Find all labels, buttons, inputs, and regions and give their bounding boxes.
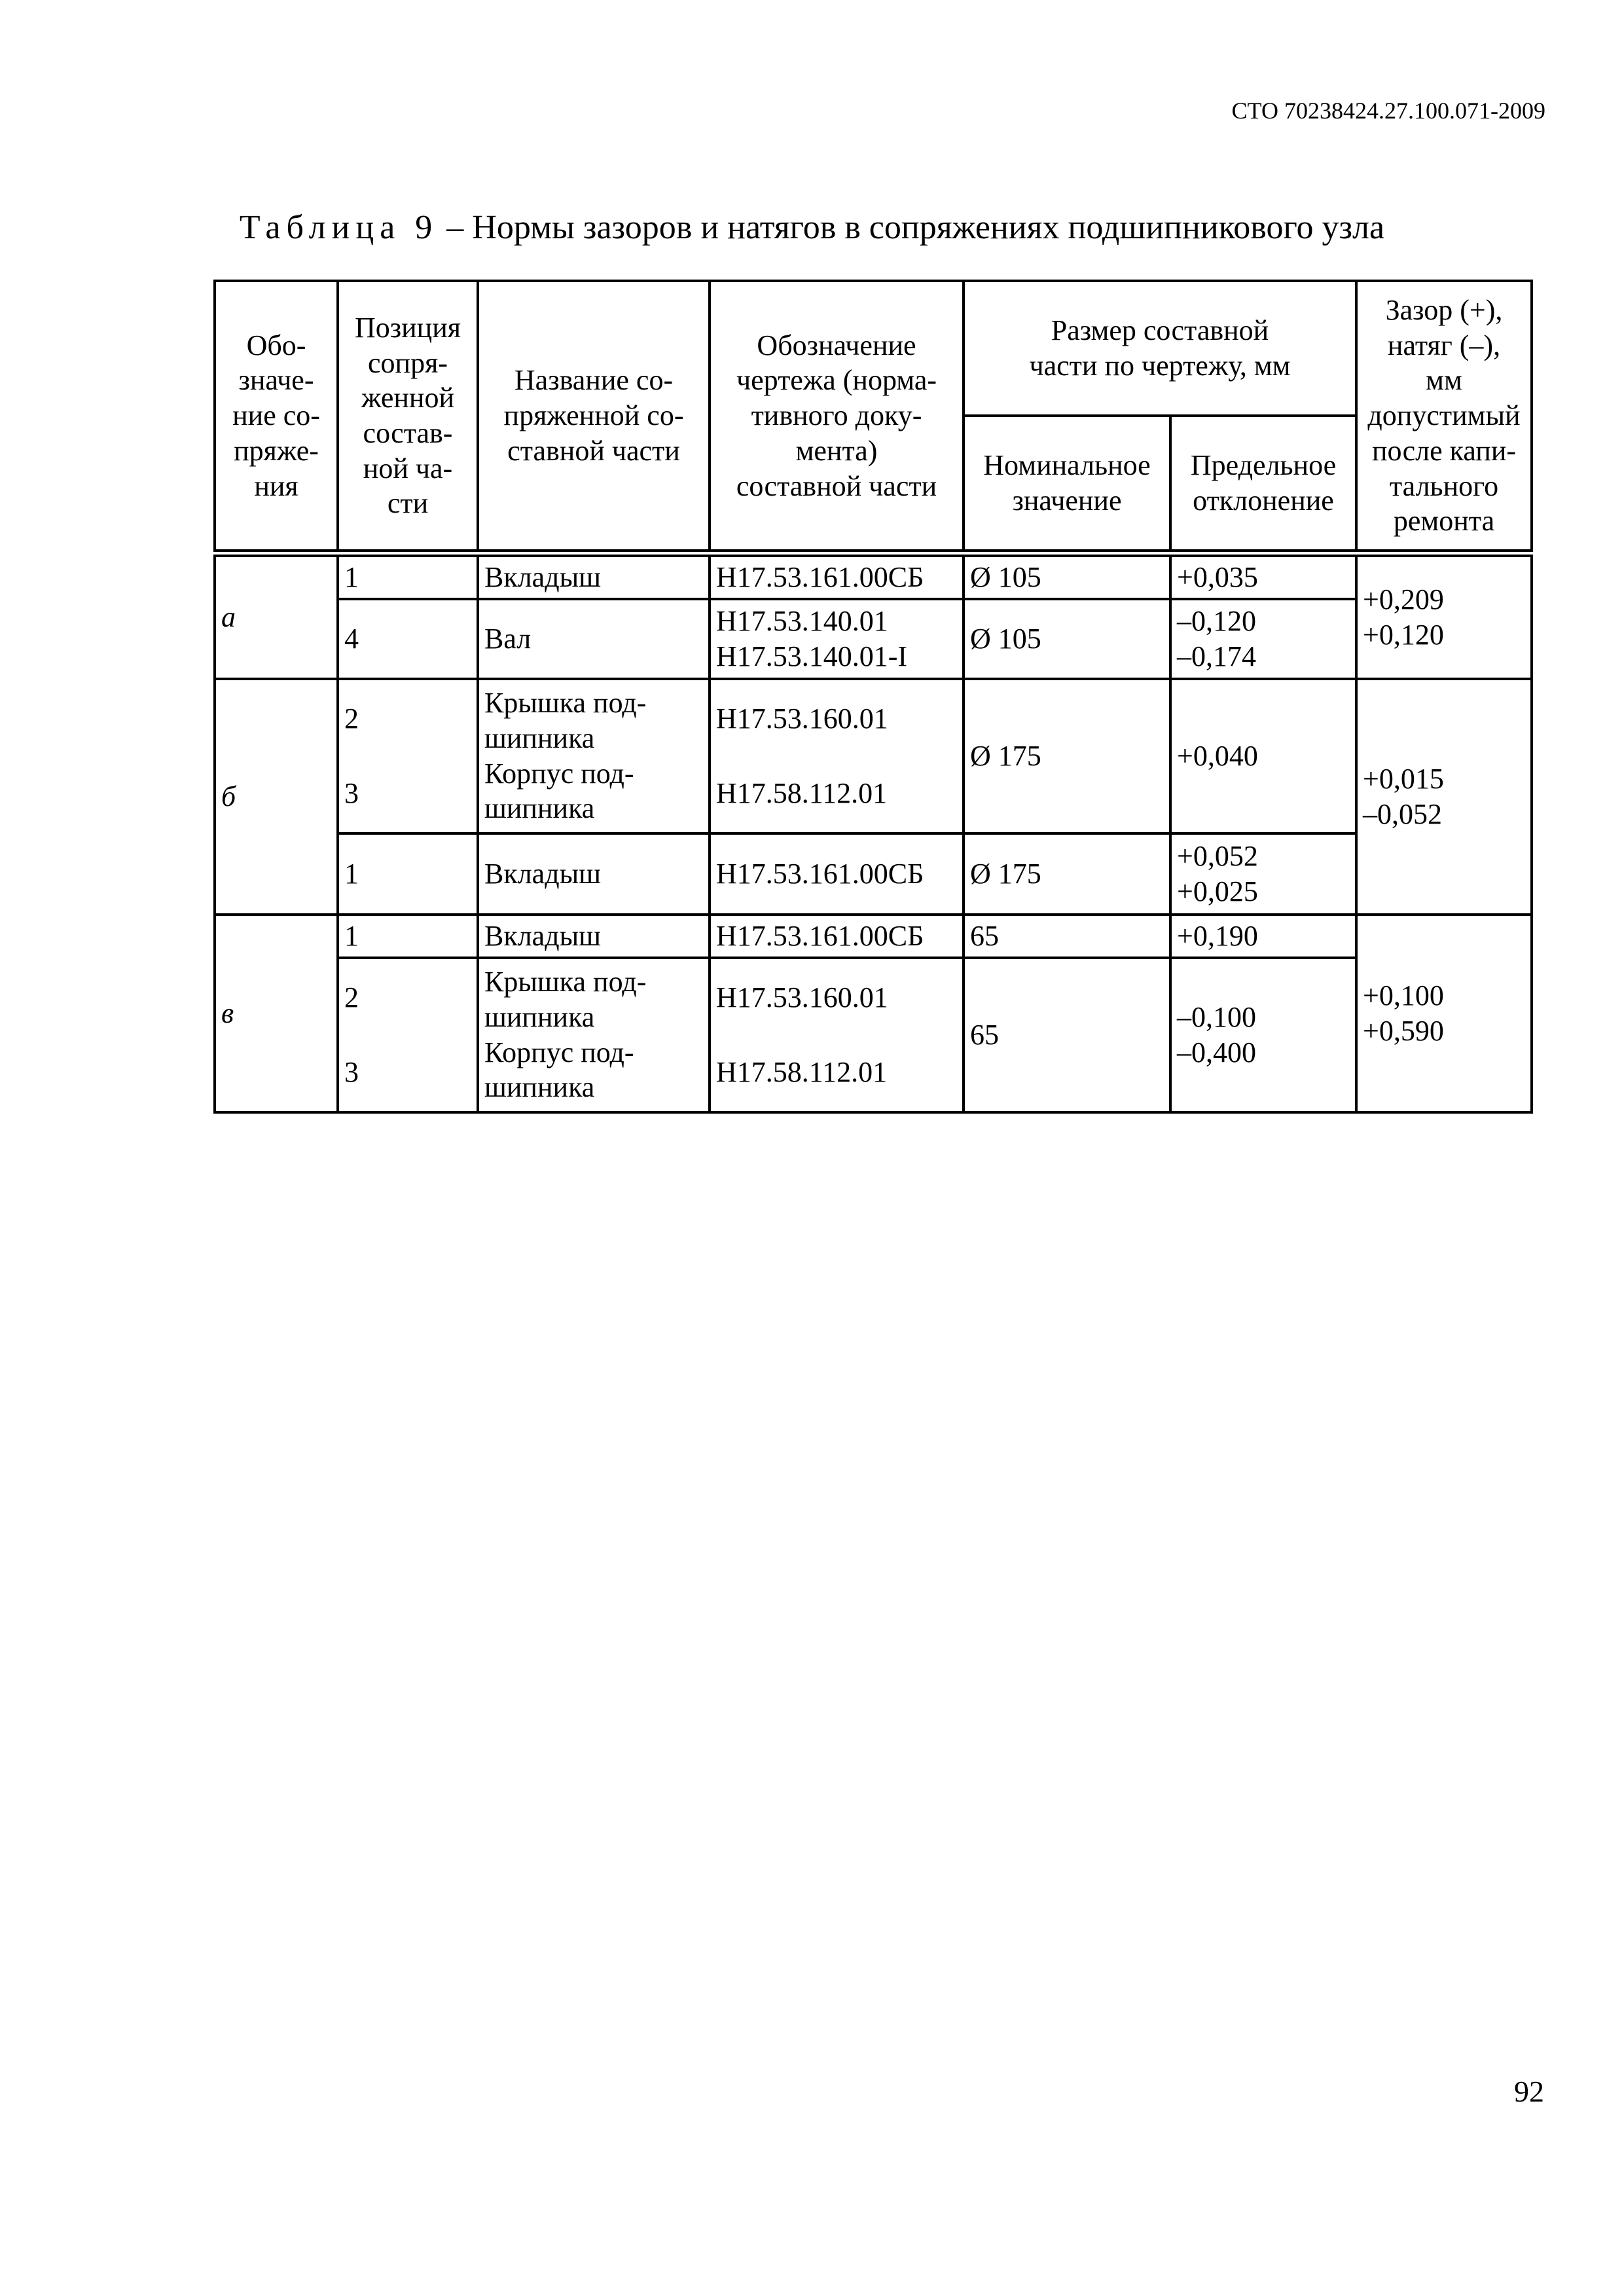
- drawing-cell: Н17.53.161.00СБ: [710, 833, 964, 915]
- table-row: [215, 679, 1532, 833]
- nominal-cell: Ø 105: [964, 553, 1170, 599]
- position-cell: 1: [338, 553, 478, 599]
- position-cell: 2 3: [338, 958, 478, 1112]
- header-size: Размер составной части по чертежу, мм: [964, 281, 1356, 416]
- deviation-cell: +0,052 +0,025: [1170, 833, 1356, 915]
- part-name-cell: Крышка под- шипника Корпус под- шипника: [478, 679, 710, 833]
- deviation-cell: +0,040: [1170, 679, 1356, 833]
- joint-code: а: [215, 553, 338, 679]
- header-nominal: Номинальное значение: [964, 416, 1170, 553]
- clearance-cell: +0,209 +0,120: [1356, 553, 1532, 679]
- nominal-cell: Ø 175: [964, 679, 1170, 833]
- table-row: [215, 958, 1532, 1112]
- drawing-cell: Н17.53.160.01 Н17.58.112.01: [710, 679, 964, 833]
- part-name-cell: Вкладыш: [478, 833, 710, 915]
- deviation-cell: +0,035: [1170, 553, 1356, 599]
- table-caption: [0, 208, 1624, 247]
- nominal-cell: Ø 175: [964, 833, 1170, 915]
- part-name-cell: Вкладыш: [478, 553, 710, 599]
- caption-lead: Таблица 9: [239, 209, 439, 246]
- part-name-cell: Вкладыш: [478, 915, 710, 958]
- deviation-cell: –0,120 –0,174: [1170, 599, 1356, 679]
- clearance-norms-table: [213, 280, 1533, 1114]
- nominal-cell: Ø 105: [964, 599, 1170, 679]
- table-row: [215, 833, 1532, 915]
- header-name: Название со- пряженной со- ставной части: [478, 281, 710, 553]
- drawing-cell: Н17.53.161.00СБ: [710, 553, 964, 599]
- position-cell: 1: [338, 833, 478, 915]
- header-drawing: Обозначение чертежа (норма- тивного доку- мента) составной части: [710, 281, 964, 553]
- header-clearance: Зазор (+), натяг (–), мм допустимый после капи- тального ремонта: [1356, 281, 1532, 553]
- joint-code: б: [215, 679, 338, 915]
- document-code: СТО 70238424.27.100.071-2009: [1231, 98, 1545, 124]
- deviation-cell: –0,100 –0,400: [1170, 958, 1356, 1112]
- part-name-cell: Крышка под- шипника Корпус под- шипника: [478, 958, 710, 1112]
- nominal-cell: 65: [964, 958, 1170, 1112]
- drawing-cell: Н17.53.161.00СБ: [710, 915, 964, 958]
- table-row: [215, 553, 1532, 599]
- table-row: [215, 915, 1532, 958]
- header-deviation: Предельное отклонение: [1170, 416, 1356, 553]
- drawing-cell: Н17.53.140.01 Н17.53.140.01-I: [710, 599, 964, 679]
- clearance-cell: +0,100 +0,590: [1356, 915, 1532, 1112]
- drawing-cell: Н17.53.160.01 Н17.58.112.01: [710, 958, 964, 1112]
- clearance-cell: +0,015 –0,052: [1356, 679, 1532, 915]
- header-position: Позиция сопря- женной состав- ной ча- сти: [338, 281, 478, 553]
- caption-text: – Нормы зазоров и натягов в сопряжениях подшипникового узла: [438, 209, 1385, 246]
- page-number: 92: [1514, 2075, 1544, 2108]
- header-code: Обо- значе- ние со- пряже- ния: [215, 281, 338, 553]
- position-cell: 4: [338, 599, 478, 679]
- position-cell: 2 3: [338, 679, 478, 833]
- nominal-cell: 65: [964, 915, 1170, 958]
- table-row: [215, 599, 1532, 679]
- deviation-cell: +0,190: [1170, 915, 1356, 958]
- joint-code: в: [215, 915, 338, 1112]
- part-name-cell: Вал: [478, 599, 710, 679]
- position-cell: 1: [338, 915, 478, 958]
